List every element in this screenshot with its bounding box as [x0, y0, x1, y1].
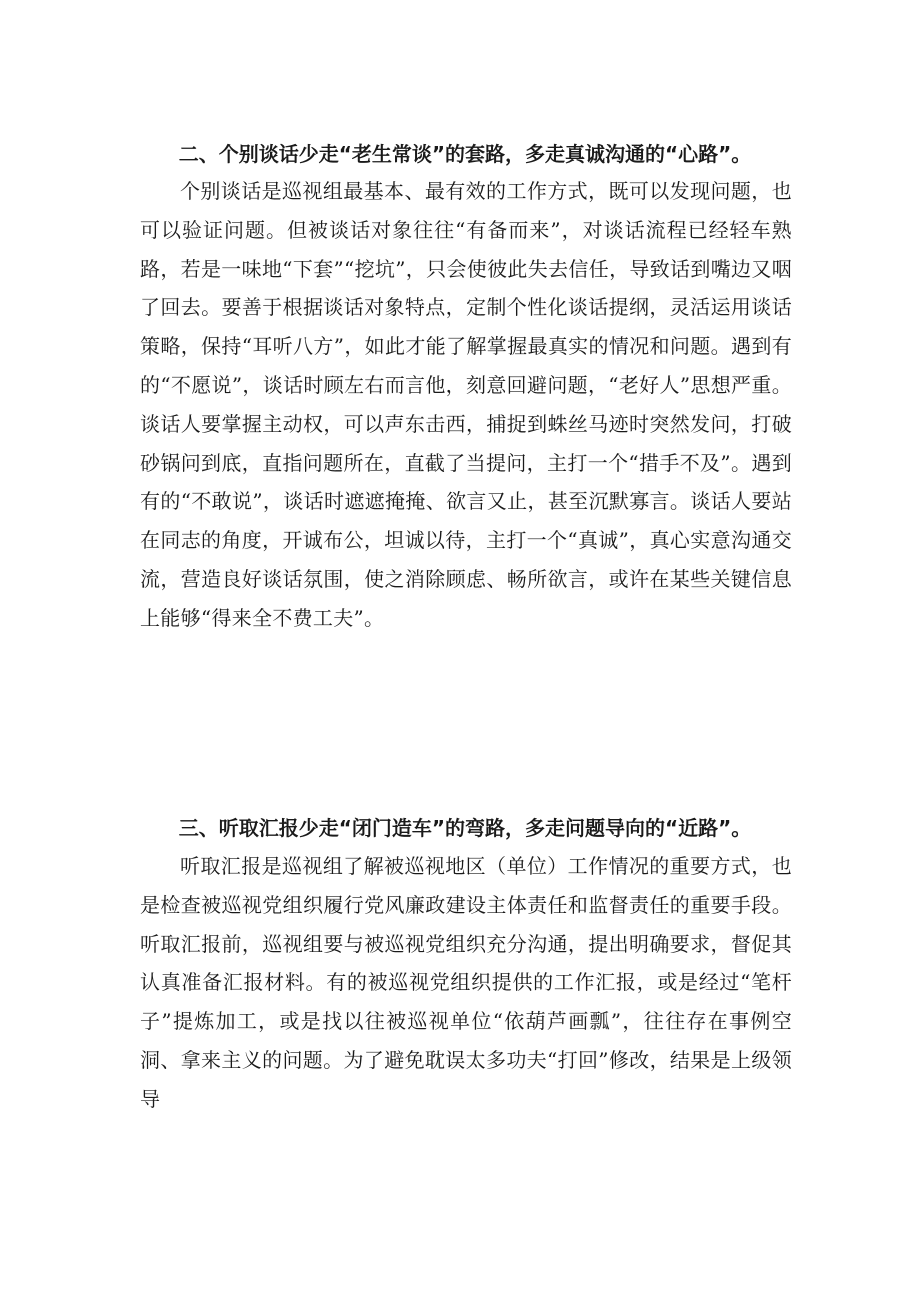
section-paragraph-2: 个别谈话是巡视组最基本、最有效的工作方式，既可以发现问题，也可以验证问题。但被谈话对象往往“有备而来”，对谈话流程已经轻车熟路，若是一味地“下套”“挖坑”，只会使彼此失去信任，导致话到嘴边又咽了回去。要善于根据谈话对象特点，定制个性化谈话提纲，灵活运用谈话策略，保持“耳听八方”，如此才能了解掌握最真实的情况和问题。遇到有的“不愿说”，谈话时顾左右而言他，刻意回避问题，“老好人”思想严重。谈话人要掌握主动权，可以声东击西，捕捉到蛛丝马迹时突然发问，打破砂锅问到底，直指问题所在，直截了当提问，主打一个“措手不及”。遇到有的“不敢说”，谈话时遮遮掩掩、欲言又止，甚至沉默寡言。谈话人要站在同志的角度，开诚布公，坦诚以待，主打一个“真诚”，真心实意沟通交流，营造良好谈话氛围，使之消除顾虑、畅所欲言，或许在某些关键信息上能够“得来全不费工夫”。: [140, 179, 792, 630]
section-paragraph-3: 听取汇报是巡视组了解被巡视地区（单位）工作情况的重要方式，也是检查被巡视党组织履行党风廉政建设主体责任和监督责任的重要手段。听取汇报前，巡视组要与被巡视党组织充分沟通，提出明确要求，督促其认真准备汇报材料。有的被巡视党组织提供的工作汇报，或是经过“笔杆子”提炼加工，或是找以往被巡视单位“依葫芦画瓢”，往往存在事例空洞、拿来主义的问题。为了避免耽误太多功夫“打回”修改，结果是上级领导: [140, 854, 792, 1111]
section-heading-3: 三、听取汇报少走“闭门造车”的弯路，多走问题导向的“近路”。: [178, 816, 752, 840]
section-heading-2: 二、个别谈话少走“老生常谈”的套路，多走真诚沟通的“心路”。: [178, 142, 752, 166]
